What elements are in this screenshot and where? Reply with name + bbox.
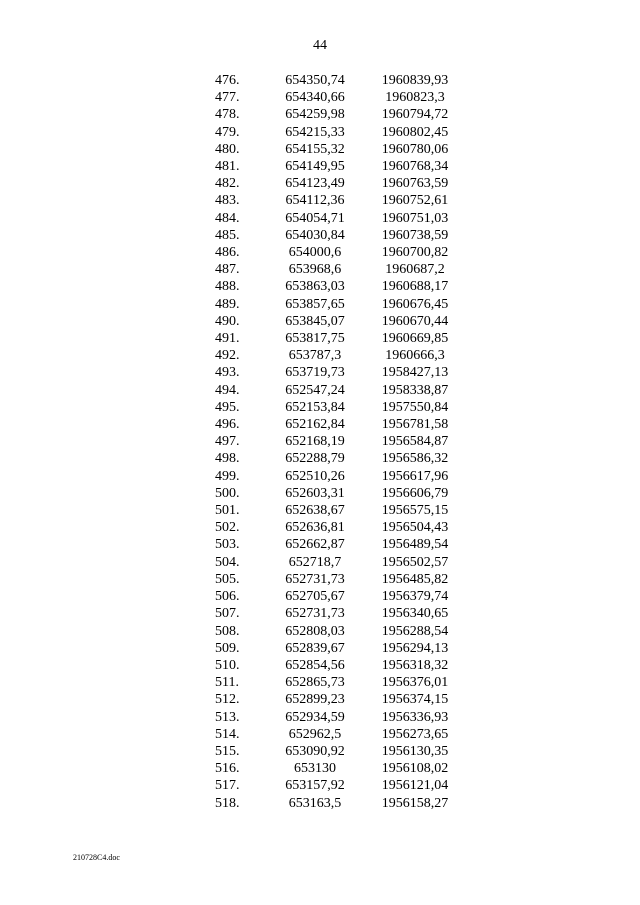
table-row — [215, 536, 467, 553]
x-coordinate: 653163,5 — [288, 795, 342, 811]
point-number: 502. — [215, 520, 240, 536]
y-coordinate: 1960763,59 — [381, 176, 449, 192]
y-coordinate: 1956288,54 — [381, 623, 449, 639]
x-coordinate: 652288,79 — [285, 451, 345, 467]
point-number: 499. — [215, 468, 240, 484]
table-row — [215, 450, 467, 467]
point-number: 477. — [215, 90, 240, 106]
table-row — [215, 795, 467, 812]
table-row — [215, 124, 467, 141]
point-number: 511. — [215, 675, 239, 691]
y-coordinate: 1956617,96 — [381, 468, 449, 484]
point-number: 514. — [215, 726, 240, 742]
table-row — [215, 640, 467, 657]
y-coordinate: 1958427,13 — [381, 365, 449, 381]
x-coordinate: 652603,31 — [285, 485, 345, 501]
table-row — [215, 72, 467, 89]
x-coordinate: 652865,73 — [285, 675, 345, 691]
table-row — [215, 399, 467, 416]
point-number: 498. — [215, 451, 240, 467]
table-row — [215, 571, 467, 588]
table-row — [215, 261, 467, 278]
point-number: 482. — [215, 176, 240, 192]
x-coordinate: 652547,24 — [285, 382, 345, 398]
point-number: 510. — [215, 657, 240, 673]
point-number: 489. — [215, 296, 240, 312]
y-coordinate: 1956121,04 — [381, 778, 449, 794]
x-coordinate: 652899,23 — [285, 692, 345, 708]
table-row — [215, 502, 467, 519]
point-number: 509. — [215, 640, 240, 656]
y-coordinate: 1956781,58 — [381, 417, 449, 433]
x-coordinate: 652510,26 — [285, 468, 345, 484]
point-number: 490. — [215, 313, 240, 329]
table-row — [215, 382, 467, 399]
point-number: 515. — [215, 743, 240, 759]
x-coordinate: 652636,81 — [285, 520, 345, 536]
point-number: 512. — [215, 692, 240, 708]
point-number: 517. — [215, 778, 240, 794]
x-coordinate: 652934,59 — [285, 709, 345, 725]
x-coordinate: 653157,92 — [285, 778, 345, 794]
table-row — [215, 313, 467, 330]
x-coordinate: 652808,03 — [285, 623, 345, 639]
table-row — [215, 657, 467, 674]
table-row — [215, 347, 467, 364]
point-number: 504. — [215, 554, 240, 570]
x-coordinate: 654350,74 — [285, 73, 345, 88]
y-coordinate: 1960676,45 — [381, 296, 449, 312]
x-coordinate: 653863,03 — [285, 279, 345, 295]
x-coordinate: 653845,07 — [285, 313, 345, 329]
table-row — [215, 433, 467, 450]
footer-filename: 210728C4.doc — [73, 853, 120, 862]
x-coordinate: 654215,33 — [285, 124, 345, 140]
x-coordinate: 654259,98 — [285, 107, 345, 123]
table-row — [215, 192, 467, 209]
y-coordinate: 1960666,3 — [385, 348, 445, 364]
table-row — [215, 296, 467, 313]
table-row — [215, 588, 467, 605]
point-number: 491. — [215, 331, 240, 347]
y-coordinate: 1960738,59 — [381, 227, 449, 243]
x-coordinate: 653719,73 — [285, 365, 345, 381]
x-coordinate: 654149,95 — [285, 159, 345, 175]
x-coordinate: 653857,65 — [285, 296, 345, 312]
y-coordinate: 1956158,27 — [381, 795, 449, 811]
x-coordinate: 653130 — [294, 761, 336, 777]
point-number: 516. — [215, 761, 240, 777]
x-coordinate: 654340,66 — [285, 90, 345, 106]
table-row — [215, 330, 467, 347]
y-coordinate: 1960751,03 — [381, 210, 449, 226]
table-row — [215, 468, 467, 485]
y-coordinate: 1956502,57 — [381, 554, 449, 570]
point-number: 513. — [215, 709, 240, 725]
table-row — [215, 519, 467, 536]
y-coordinate: 1958338,87 — [381, 382, 449, 398]
y-coordinate: 1956294,13 — [381, 640, 449, 656]
y-coordinate: 1956340,65 — [381, 606, 449, 622]
y-coordinate: 1960823,3 — [385, 90, 445, 106]
y-coordinate: 1956584,87 — [381, 434, 449, 450]
table-row — [215, 760, 467, 777]
table-row — [215, 227, 467, 244]
point-number: 487. — [215, 262, 240, 278]
x-coordinate: 652162,84 — [285, 417, 345, 433]
point-number: 497. — [215, 434, 240, 450]
y-coordinate: 1957550,84 — [381, 399, 449, 415]
point-number: 483. — [215, 193, 240, 209]
table-row — [215, 605, 467, 622]
y-coordinate: 1956130,35 — [381, 743, 449, 759]
point-number: 518. — [215, 795, 240, 811]
point-number: 480. — [215, 141, 240, 157]
y-coordinate: 1960794,72 — [381, 107, 449, 123]
table-row — [215, 244, 467, 261]
point-number: 476. — [215, 73, 240, 88]
x-coordinate: 652854,56 — [285, 657, 345, 673]
y-coordinate: 1960752,61 — [381, 193, 449, 209]
x-coordinate: 654123,49 — [285, 176, 345, 192]
point-number: 494. — [215, 382, 240, 398]
x-coordinate: 654155,32 — [285, 141, 345, 157]
point-number: 508. — [215, 623, 240, 639]
x-coordinate: 654112,36 — [285, 193, 345, 209]
point-number: 495. — [215, 399, 240, 415]
y-coordinate: 1960670,44 — [381, 313, 449, 329]
table-row — [215, 141, 467, 158]
point-number: 488. — [215, 279, 240, 295]
point-number: 478. — [215, 107, 240, 123]
x-coordinate: 652731,73 — [285, 571, 345, 587]
table-row — [215, 554, 467, 571]
y-coordinate: 1956318,32 — [381, 657, 449, 673]
table-row — [215, 709, 467, 726]
x-coordinate: 652731,73 — [285, 606, 345, 622]
y-coordinate: 1960669,85 — [381, 331, 449, 347]
table-row — [215, 743, 467, 760]
table-row — [215, 726, 467, 743]
point-number: 493. — [215, 365, 240, 381]
y-coordinate: 1960780,06 — [381, 141, 449, 157]
point-number: 500. — [215, 485, 240, 501]
table-row — [215, 416, 467, 433]
y-coordinate: 1960839,93 — [381, 73, 449, 88]
point-number: 507. — [215, 606, 240, 622]
x-coordinate: 654030,84 — [285, 227, 345, 243]
point-number: 505. — [215, 571, 240, 587]
table-row — [215, 623, 467, 640]
y-coordinate: 1956376,01 — [381, 675, 449, 691]
x-coordinate: 652168,19 — [285, 434, 345, 450]
table-row — [215, 106, 467, 123]
y-coordinate: 1956586,32 — [381, 451, 449, 467]
point-number: 492. — [215, 348, 240, 364]
y-coordinate: 1956108,02 — [381, 761, 449, 777]
y-coordinate: 1956606,79 — [381, 485, 449, 501]
point-number: 484. — [215, 210, 240, 226]
y-coordinate: 1960688,17 — [381, 279, 449, 295]
x-coordinate: 653787,3 — [288, 348, 342, 364]
x-coordinate: 654054,71 — [285, 210, 345, 226]
x-coordinate: 652153,84 — [285, 399, 345, 415]
table-row — [215, 691, 467, 708]
x-coordinate: 652662,87 — [285, 537, 345, 553]
y-coordinate: 1960802,45 — [381, 124, 449, 140]
table-row — [215, 364, 467, 381]
x-coordinate: 652718,7 — [288, 554, 342, 570]
point-number: 506. — [215, 589, 240, 605]
point-number: 503. — [215, 537, 240, 553]
point-number: 481. — [215, 159, 240, 175]
x-coordinate: 652962,5 — [288, 726, 342, 742]
point-number: 479. — [215, 124, 240, 140]
table-row — [215, 89, 467, 106]
y-coordinate: 1956485,82 — [381, 571, 449, 587]
y-coordinate: 1956273,65 — [381, 726, 449, 742]
x-coordinate: 652705,67 — [285, 589, 345, 605]
y-coordinate: 1960687,2 — [385, 262, 445, 278]
x-coordinate: 654000,6 — [288, 245, 342, 261]
x-coordinate: 653968,6 — [288, 262, 342, 278]
table-row — [215, 175, 467, 192]
y-coordinate: 1956489,54 — [381, 537, 449, 553]
table-row — [215, 210, 467, 227]
x-coordinate: 653817,75 — [285, 331, 345, 347]
y-coordinate: 1960768,34 — [381, 159, 449, 175]
point-number: 501. — [215, 503, 240, 519]
point-number: 496. — [215, 417, 240, 433]
x-coordinate: 652638,67 — [285, 503, 345, 519]
y-coordinate: 1960700,82 — [381, 245, 449, 261]
coordinates-table-body — [215, 72, 467, 812]
table-row — [215, 158, 467, 175]
table-row — [215, 777, 467, 794]
y-coordinate: 1956379,74 — [381, 589, 449, 605]
point-number: 486. — [215, 245, 240, 261]
page-number: 44 — [313, 38, 327, 53]
table-row — [215, 674, 467, 691]
y-coordinate: 1956504,43 — [381, 520, 449, 536]
table-row — [215, 278, 467, 295]
coordinates-table — [215, 72, 467, 812]
y-coordinate: 1956575,15 — [381, 503, 449, 519]
y-coordinate: 1956336,93 — [381, 709, 449, 725]
table-row — [215, 485, 467, 502]
x-coordinate: 652839,67 — [285, 640, 345, 656]
y-coordinate: 1956374,15 — [381, 692, 449, 708]
point-number: 485. — [215, 227, 240, 243]
x-coordinate: 653090,92 — [285, 743, 345, 759]
